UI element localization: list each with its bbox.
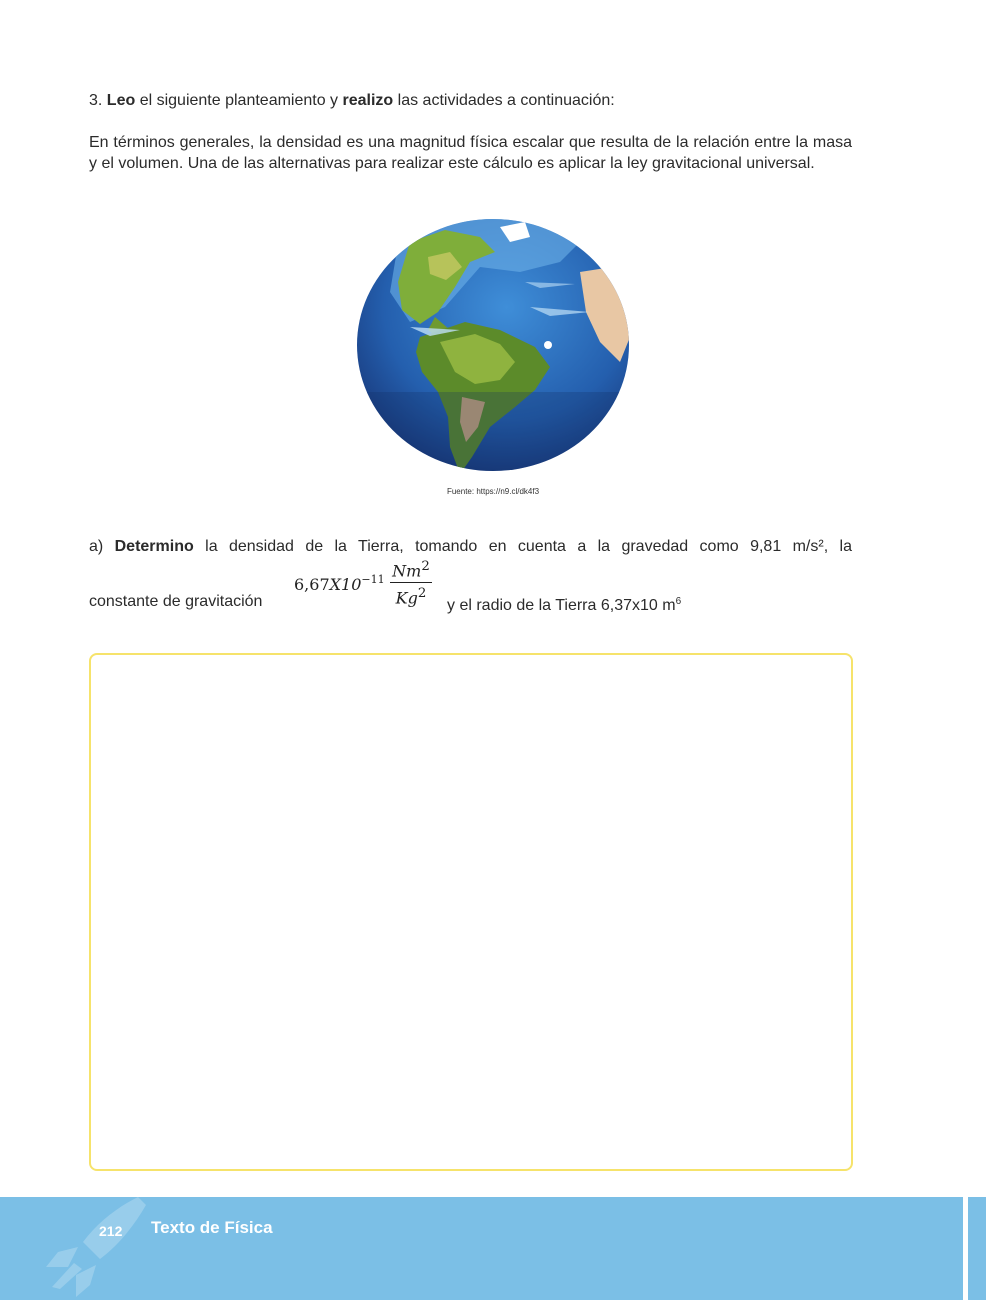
fraction-bar	[390, 582, 432, 583]
question-number: 3.	[89, 92, 103, 109]
question-text-1: el siguiente planteamiento y	[139, 92, 339, 109]
intro-paragraph: En términos generales, la densidad es una magnitud física escalar que resulta de la relación entre la masa y el volumen. Una de las alternativas para realizar este cálculo es aplicar la ley gravitacional universal.	[89, 134, 852, 172]
question-verb-read: Leo	[106, 92, 136, 109]
gravitational-constant-formula	[294, 555, 439, 613]
question-text-2: las actividades a continuación:	[397, 92, 615, 109]
activity-a-text-3: y el radio de la Tierra 6,37x10 $m^6$	[447, 596, 682, 614]
footer-edge	[968, 1197, 986, 1300]
formula-denominator: Kg$^2$	[395, 586, 427, 608]
formula-fraction	[390, 557, 432, 609]
activity-a-line-1	[89, 536, 852, 580]
formula-coefficient: $6,67X10^{-11}$	[294, 573, 385, 594]
question-verb-do: realizo	[342, 92, 394, 109]
answer-box[interactable]	[89, 653, 853, 1171]
activity-a-verb: Determino	[114, 538, 194, 555]
book-title: Texto de Física	[151, 1218, 273, 1237]
earth-globe-image	[350, 212, 636, 478]
activity-a-text-2: constante de gravitación	[89, 593, 263, 610]
rocket-icon	[38, 1197, 148, 1300]
page-number: 212	[99, 1223, 123, 1239]
formula-numerator: Nm$^2$	[392, 559, 430, 581]
earth-globe-icon	[350, 212, 636, 478]
activity-a-text-1: la densidad de la Tierra, tomando en cuenta a la gravedad como 9,81 m/s², la	[205, 538, 852, 555]
activity-a-label: a)	[89, 538, 104, 555]
question-statement	[89, 90, 852, 112]
image-caption: Fuente: https://n9.cl/dk4f3	[446, 487, 540, 496]
page-footer	[0, 1197, 986, 1300]
